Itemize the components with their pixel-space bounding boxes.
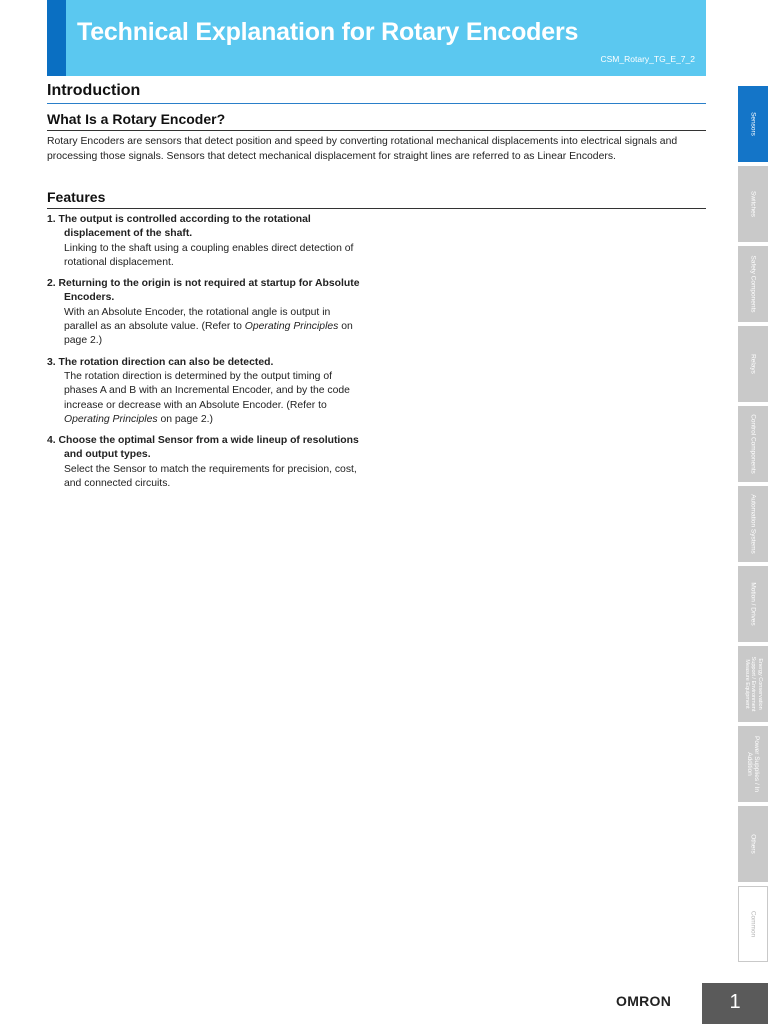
subheading-what-is-encoder: What Is a Rotary Encoder? [47,111,706,131]
feature-body [47,370,365,427]
side-tab-energy-conservation[interactable] [738,646,768,722]
side-tab-label: Sensors [749,112,757,136]
feature-title: 2. Returning to the origin is not required at startup for Absolute Encoders. [47,278,360,304]
side-tab-power-supplies[interactable] [738,726,768,802]
side-tab-motion-drives[interactable] [738,566,768,642]
intro-paragraph: Rotary Encoders are sensors that detect position and speed by converting rotational mechanical displacements into electrical signals and processing those signals. Sensors that detect mechanical displacement for straight lines are referred to as Linear Encoders. [47,136,678,162]
feature-title: 3. The rotation direction can also be detected. [47,356,274,368]
feature-list [47,213,365,498]
feature-body: Linking to the shaft using a coupling enables direct detection of rotational displacement. [64,242,354,268]
document-code: CSM_Rotary_TG_E_7_2 [600,54,695,64]
header-accent-bar [47,0,66,76]
feature-body [47,306,365,349]
side-tab-label: Relays [749,354,757,374]
feature-item [47,213,365,270]
feature-item [47,356,365,427]
feature-body-text: on page 2.) [64,321,353,347]
side-tab-relays[interactable] [738,326,768,402]
side-tab-automation-systems[interactable] [738,486,768,562]
side-tab-label: Others [749,834,757,854]
subheading-features: Features [47,189,706,209]
section-heading-introduction: Introduction [47,82,706,104]
feature-title: 1. The output is controlled according to the rotational displacement of the shaft. [47,214,311,240]
feature-item [47,434,365,491]
feature-item [47,277,365,348]
operating-principles-link[interactable]: Operating Principles [244,321,339,333]
category-side-tabs [738,86,768,966]
side-tab-label: Safety Components [749,255,757,313]
omron-logo: OMRON [616,993,672,1009]
side-tab-safety-components[interactable] [738,246,768,322]
side-tab-label: Control Components [749,414,757,474]
side-tab-label: Energy Conservation Support / Environment Measure Equipment [743,656,763,712]
page-title: Technical Explanation for Rotary Encoders [77,18,579,46]
side-tab-others[interactable] [738,806,768,882]
side-tab-switches[interactable] [738,166,768,242]
feature-body-text: on page 2.) [157,413,214,425]
side-tab-label: Power Supplies / In Addition [746,735,760,792]
side-tab-label: Common [749,910,757,938]
side-tab-control-components[interactable] [738,406,768,482]
side-tab-common[interactable] [738,886,768,962]
feature-body-text: With an Absolute Encoder, the rotational angle is output in parallel as an absolute value. (Refer to [64,306,331,333]
side-tab-label: Switches [749,190,757,218]
feature-body-text: The rotation direction is determined by the output timing of phases A and B with an Incremental Encoder, and by the code increase or decrease with an Absolute Encoder. (Refer to [64,370,350,411]
side-tab-label: Motion / Drives [749,582,757,626]
feature-title: 4. Choose the optimal Sensor from a wide lineup of resolutions and output types. [47,435,359,461]
page-number-badge: 1 [702,983,768,1024]
side-tab-label: Automation Systems [749,494,757,554]
side-tab-sensors[interactable] [738,86,768,162]
operating-principles-link[interactable]: Operating Principles [64,413,158,425]
feature-body: Select the Sensor to match the requirements for precision, cost, and connected circuits. [64,463,357,490]
